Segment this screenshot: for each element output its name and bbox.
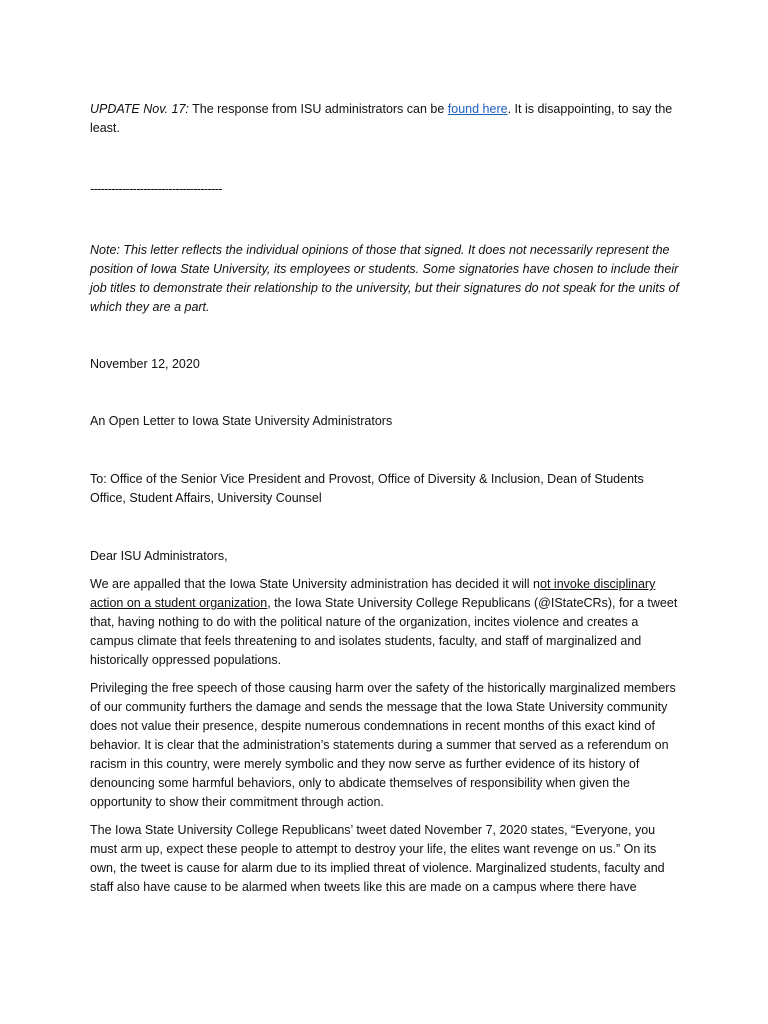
update-text-after-link: . It is disappointing, to say the least. xyxy=(90,102,673,135)
document-page xyxy=(90,100,680,906)
salutation: Dear ISU Administrators, xyxy=(90,549,228,563)
update-text-before-link: The response from ISU administrators can be xyxy=(188,102,448,116)
letter-date: November 12, 2020 xyxy=(90,357,200,371)
body-paragraph-1 xyxy=(90,575,680,670)
update-label: UPDATE Nov. 17: xyxy=(90,102,189,116)
divider-line: ------------------------------------- xyxy=(90,182,222,196)
body-paragraph-3: The Iowa State University College Republicans’ tweet dated November 7, 2020 states, “Everyone, you must arm up, expect these people to attempt to destroy your life, the elites want revenge on us.” On its own, the tweet is cause for alarm due to its implied threat of violence. Marginalized students, faculty and staff also have cause to be alarmed when tweets like this are made on a campus where there have xyxy=(90,823,665,894)
para1-before: We are appalled that the Iowa State University administration has decided it will n xyxy=(90,577,541,591)
letter-heading: An Open Letter to Iowa State University Administrators xyxy=(90,414,393,428)
disclaimer-note: Note: This letter reflects the individual opinions of those that signed. It does not necessarily represent the position of Iowa State University, its employees or students. Some signatories have chosen to include their job titles to demonstrate their relationship to the university, but their signatures do not speak for the units of which they are a part. xyxy=(90,243,679,314)
update-notice xyxy=(90,100,680,138)
body-paragraph-2: Privileging the free speech of those causing harm over the safety of the historically marginalized members of our community furthers the damage and sends the message that the Iowa State University community does not value their presence, despite numerous condemnations in recent months of this exact kind of behavior. It is clear that the administration’s statements during a summer that served as a referendum on racism in this country, were merely symbolic and they now serve as further evidence of its history of denouncing some harmful behaviors, only to abdicate themselves of responsibility when given the opportunity to show their commitment through action. xyxy=(90,681,676,809)
recipients-line: To: Office of the Senior Vice President and Provost, Office of Diversity & Inclusion, Dean of Students Office, Student Affairs, University Counsel xyxy=(90,472,644,505)
para1-after: , the Iowa State University College Republicans (@IStateCRs), for a tweet that, having nothing to do with the political nature of the organization, incites violence and creates a campus climate that feels threatening to and isolates students, faculty, and staff of marginalized and historically oppressed populations. xyxy=(90,596,678,667)
para1-underlined-phrase: ot invoke disciplinary action on a student organization xyxy=(90,577,656,610)
found-here-link[interactable]: found here xyxy=(447,102,508,116)
